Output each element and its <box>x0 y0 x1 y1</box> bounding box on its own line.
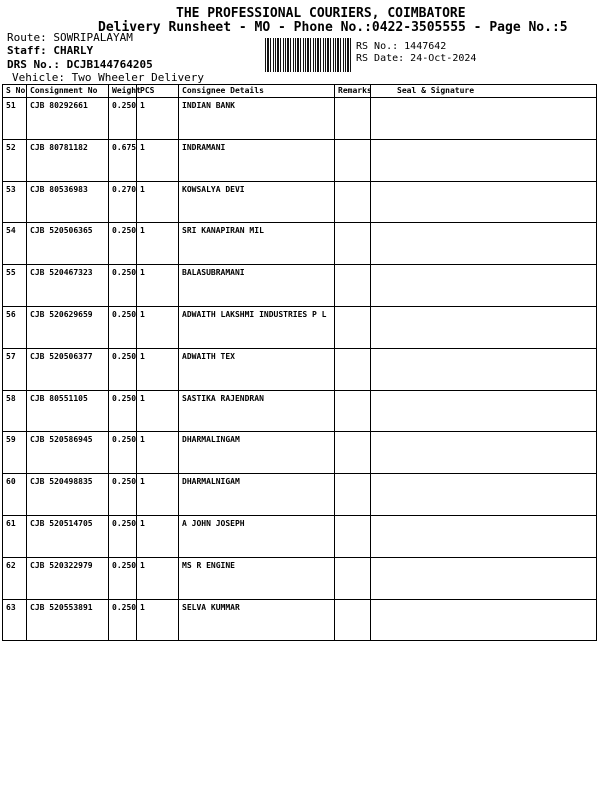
cell-consignee: ADWAITH LAKSHMI INDUSTRIES P L <box>179 306 335 348</box>
cell-weight: 0.250 <box>109 98 137 140</box>
cell-pcs: 1 <box>137 557 179 599</box>
cell-weight: 0.250 <box>109 599 137 641</box>
col-header-sno: S No <box>3 85 27 98</box>
cell-pcs: 1 <box>137 515 179 557</box>
staff-label: Staff: CHARLY <box>7 44 94 57</box>
cell-sno: 60 <box>3 474 27 516</box>
cell-remarks <box>335 432 371 474</box>
cell-consignment-no: CJB 520506377 <box>27 348 109 390</box>
table-row <box>3 557 597 599</box>
rs-date: RS Date: 24-Oct-2024 <box>356 53 477 64</box>
cell-consignee: MS R ENGINE <box>179 557 335 599</box>
table-row <box>3 474 597 516</box>
cell-consignment-no: CJB 520553891 <box>27 599 109 641</box>
cell-remarks <box>335 390 371 432</box>
cell-consignment-no: CJB 520586945 <box>27 432 109 474</box>
cell-pcs: 1 <box>137 348 179 390</box>
cell-pcs: 1 <box>137 139 179 181</box>
col-header-consignee: Consignee Details <box>179 85 335 98</box>
table-row <box>3 265 597 307</box>
cell-consignee: SELVA KUMMAR <box>179 599 335 641</box>
cell-pcs: 1 <box>137 432 179 474</box>
cell-sno: 58 <box>3 390 27 432</box>
route-label: Route: SOWRIPALAYAM <box>7 31 133 44</box>
cell-sno: 63 <box>3 599 27 641</box>
table-row <box>3 390 597 432</box>
col-header-weight: Weight <box>109 85 137 98</box>
cell-sno: 55 <box>3 265 27 307</box>
table-row <box>3 223 597 265</box>
cell-remarks <box>335 557 371 599</box>
cell-consignee: BALASUBRAMANI <box>179 265 335 307</box>
table-header-row <box>3 85 597 98</box>
cell-consignee: A JOHN JOSEPH <box>179 515 335 557</box>
table-row <box>3 98 597 140</box>
table-row <box>3 348 597 390</box>
cell-consignee: KOWSALYA DEVI <box>179 181 335 223</box>
cell-consignment-no: CJB 80536983 <box>27 181 109 223</box>
cell-remarks <box>335 223 371 265</box>
cell-weight: 0.250 <box>109 515 137 557</box>
cell-sno: 54 <box>3 223 27 265</box>
cell-weight: 0.250 <box>109 390 137 432</box>
cell-signature <box>371 515 597 557</box>
table-row <box>3 515 597 557</box>
cell-consignment-no: CJB 520506365 <box>27 223 109 265</box>
cell-consignment-no: CJB 520322979 <box>27 557 109 599</box>
cell-pcs: 1 <box>137 265 179 307</box>
cell-remarks <box>335 181 371 223</box>
cell-signature <box>371 432 597 474</box>
cell-pcs: 1 <box>137 181 179 223</box>
cell-remarks <box>335 348 371 390</box>
cell-pcs: 1 <box>137 474 179 516</box>
table-row <box>3 599 597 641</box>
cell-consignment-no: CJB 520514705 <box>27 515 109 557</box>
cell-weight: 0.675 <box>109 139 137 181</box>
cell-remarks <box>335 515 371 557</box>
cell-consignee: SRI KANAPIRAN MIL <box>179 223 335 265</box>
cell-consignee: DHARMALINGAM <box>179 432 335 474</box>
cell-pcs: 1 <box>137 306 179 348</box>
col-header-consignment: Consignment No <box>27 85 109 98</box>
cell-signature <box>371 306 597 348</box>
cell-remarks <box>335 265 371 307</box>
cell-remarks <box>335 599 371 641</box>
cell-sno: 53 <box>3 181 27 223</box>
table-row <box>3 139 597 181</box>
cell-pcs: 1 <box>137 599 179 641</box>
cell-consignee: INDIAN BANK <box>179 98 335 140</box>
cell-consignment-no: CJB 80292661 <box>27 98 109 140</box>
cell-weight: 0.270 <box>109 181 137 223</box>
cell-signature <box>371 599 597 641</box>
cell-signature <box>371 265 597 307</box>
cell-consignee: INDRAMANI <box>179 139 335 181</box>
cell-sno: 61 <box>3 515 27 557</box>
cell-sno: 51 <box>3 98 27 140</box>
cell-signature <box>371 557 597 599</box>
cell-signature <box>371 98 597 140</box>
cell-consignment-no: CJB 520498835 <box>27 474 109 516</box>
table-row <box>3 181 597 223</box>
cell-consignee: SASTIKA RAJENDRAN <box>179 390 335 432</box>
cell-signature <box>371 181 597 223</box>
cell-signature <box>371 474 597 516</box>
drs-number: DRS No.: DCJB144764205 <box>7 58 153 71</box>
cell-remarks <box>335 474 371 516</box>
cell-sno: 52 <box>3 139 27 181</box>
cell-signature <box>371 223 597 265</box>
table-row <box>3 432 597 474</box>
cell-sno: 56 <box>3 306 27 348</box>
cell-consignment-no: CJB 80781182 <box>27 139 109 181</box>
cell-weight: 0.250 <box>109 557 137 599</box>
table-row <box>3 306 597 348</box>
vehicle-label: Vehicle: Two Wheeler Delivery <box>12 71 205 84</box>
cell-weight: 0.250 <box>109 265 137 307</box>
cell-remarks <box>335 139 371 181</box>
cell-sno: 62 <box>3 557 27 599</box>
col-header-remarks: Remarks <box>335 85 371 98</box>
cell-consignee: DHARMALNIGAM <box>179 474 335 516</box>
cell-signature <box>371 348 597 390</box>
cell-pcs: 1 <box>137 98 179 140</box>
col-header-signature: Seal & Signature <box>371 85 597 98</box>
cell-weight: 0.250 <box>109 432 137 474</box>
cell-remarks <box>335 98 371 140</box>
cell-pcs: 1 <box>137 223 179 265</box>
cell-consignee: ADWAITH TEX <box>179 348 335 390</box>
rs-number: RS No.: 1447642 <box>356 41 447 52</box>
cell-weight: 0.250 <box>109 474 137 516</box>
cell-pcs: 1 <box>137 390 179 432</box>
cell-signature <box>371 390 597 432</box>
cell-consignment-no: CJB 520467323 <box>27 265 109 307</box>
cell-weight: 0.250 <box>109 348 137 390</box>
runsheet-title: Delivery Runsheet - MO - Phone No.:0422-3505555 - Page No.:5 <box>98 20 568 35</box>
cell-remarks <box>335 306 371 348</box>
cell-weight: 0.250 <box>109 223 137 265</box>
cell-sno: 57 <box>3 348 27 390</box>
col-header-pcs: PCS <box>137 85 179 98</box>
barcode <box>265 38 352 72</box>
runsheet-table <box>2 84 597 641</box>
cell-consignment-no: CJB 80551105 <box>27 390 109 432</box>
cell-signature <box>371 139 597 181</box>
company-name: THE PROFESSIONAL COURIERS, COIMBATORE <box>176 6 466 21</box>
cell-consignment-no: CJB 520629659 <box>27 306 109 348</box>
cell-weight: 0.250 <box>109 306 137 348</box>
cell-sno: 59 <box>3 432 27 474</box>
